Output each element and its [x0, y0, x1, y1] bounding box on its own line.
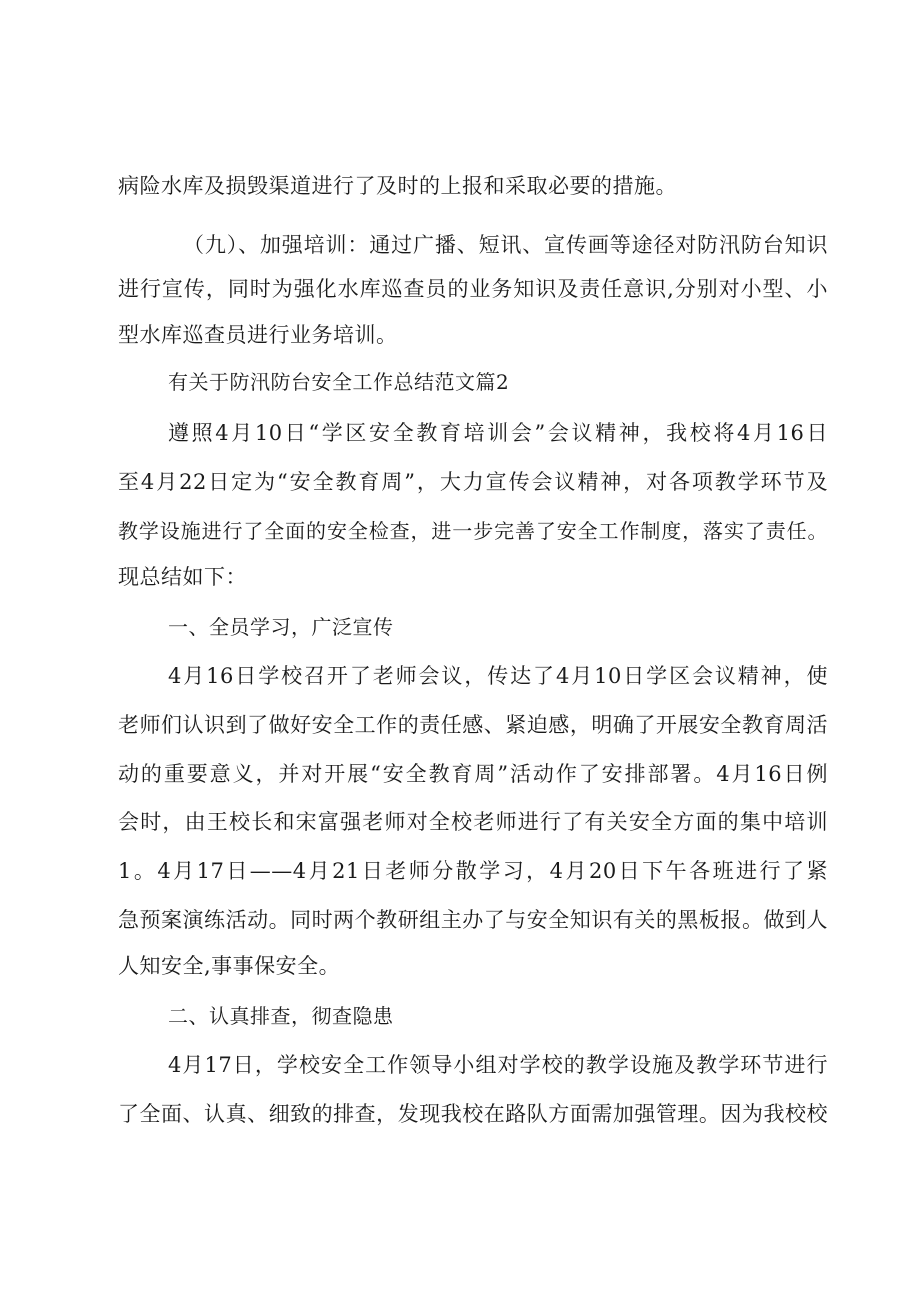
- paragraph-line: 老师们认识到了做好安全工作的责任感、紧迫感，明确了开展安全教育周活: [118, 713, 828, 737]
- paragraph-line: 现总结如下：: [118, 565, 247, 589]
- paragraph-line: 1。4月17日——4月21日老师分散学习，4月20日下午各班进行了紧: [118, 859, 828, 883]
- paragraph-line: 教学设施进行了全面的安全检查，进一步完善了安全工作制度，落实了责任。: [118, 519, 828, 543]
- section-heading: 一、全员学习，广泛宣传: [168, 615, 394, 639]
- paragraph-line: 病险水库及损毁渠道进行了及时的上报和采取必要的措施。: [118, 174, 677, 198]
- paragraph-line: 遵照4月10日“学区安全教育培训会”会议精神，我校将4月16日: [168, 421, 828, 445]
- section-title: 有关于防汛防台安全工作总结范文篇2: [168, 370, 510, 394]
- paragraph-line: 人知安全,事事保安全。: [118, 954, 341, 978]
- paragraph-line: （九）、加强培训：通过广播、短讯、宣传画等途径对防汛防台知识: [183, 233, 828, 257]
- section-heading: 二、认真排查，彻查隐患: [168, 1004, 394, 1028]
- paragraph-line: 动的重要意义，并对开展“安全教育周”活动作了安排部署。4月16日例: [118, 762, 828, 786]
- paragraph-line: 急预案演练活动。同时两个教研组主办了与安全知识有关的黑板报。做到人: [118, 908, 828, 932]
- paragraph-line: 型水库巡查员进行业务培训。: [118, 323, 398, 347]
- paragraph-line: 了全面、认真、细致的排查，发现我校在路队方面需加强管理。因为我校校: [118, 1102, 828, 1126]
- paragraph-line: 进行宣传，同时为强化水库巡查员的业务知识及责任意识,分别对小型、小: [118, 277, 828, 301]
- paragraph-line: 会时，由王校长和宋富强老师对全校老师进行了有关安全方面的集中培训: [118, 810, 828, 834]
- paragraph-line: 4月17日，学校安全工作领导小组对学校的教学设施及教学环节进行: [168, 1053, 828, 1077]
- paragraph-line: 4月16日学校召开了老师会议，传达了4月10日学区会议精神，使: [168, 664, 828, 688]
- paragraph-line: 至4月22日定为“安全教育周”，大力宣传会议精神，对各项教学环节及: [118, 470, 828, 494]
